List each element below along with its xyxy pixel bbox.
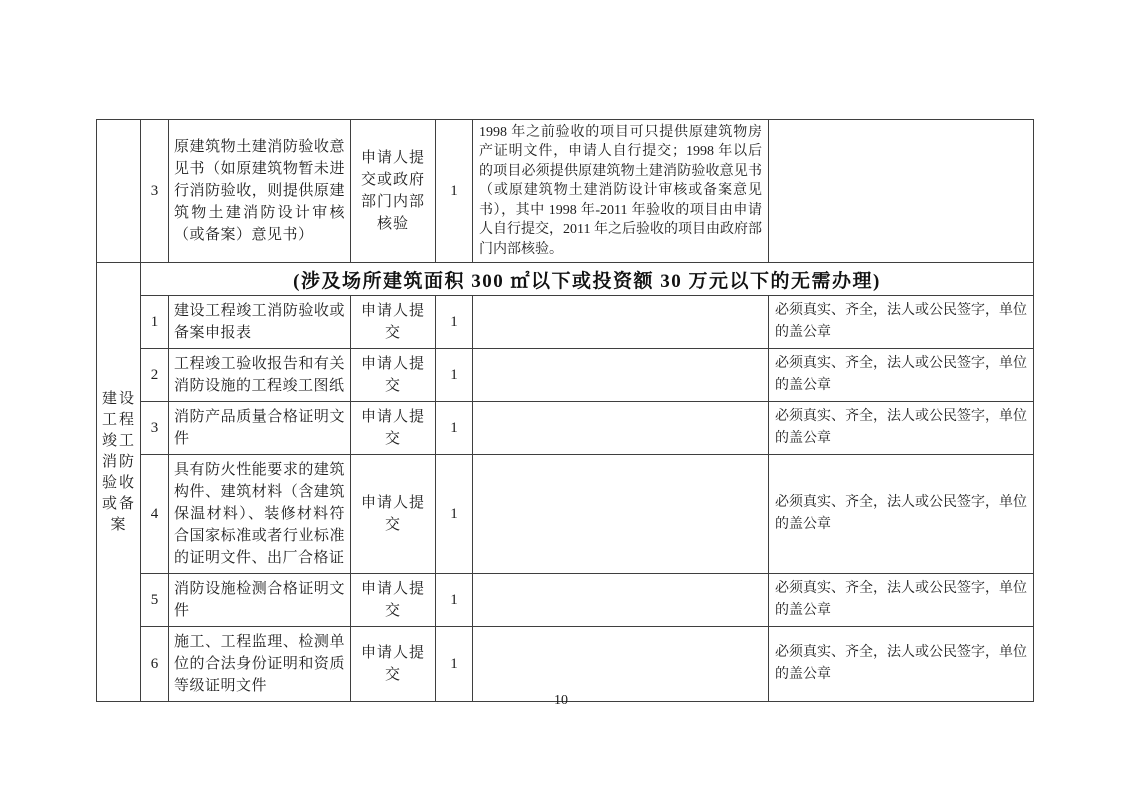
table-row <box>97 574 1034 627</box>
method-cell <box>351 402 436 455</box>
method-cell <box>351 627 436 702</box>
method-text: 申请人提交 <box>360 356 425 394</box>
note-cell <box>473 296 769 349</box>
quantity-cell: 1 <box>436 296 473 349</box>
requirement-cell <box>769 120 1034 263</box>
method-text: 申请人提交或政府部门内部核验 <box>360 150 425 232</box>
method-cell <box>351 574 436 627</box>
table-row <box>97 402 1034 455</box>
note-text: 1998 年之前验收的项目可只提供原建筑物房产证明文件，申请人自行提交；1998 年以后的项目必须提供原建筑物土建消防验收意见书（或原建筑物土建消防设计审核或备案意见书），其中 1998 年-2011 年验收的项目由申请人自行提交，2011 年之后验收的项目由政府部门内部核验。 <box>479 124 762 257</box>
seq-cell: 6 <box>141 627 169 702</box>
method-text: 申请人提交 <box>360 581 425 619</box>
table-row <box>97 349 1034 402</box>
material-cell <box>169 455 351 574</box>
method-cell <box>351 296 436 349</box>
seq-cell: 5 <box>141 574 169 627</box>
quantity-cell: 1 <box>436 574 473 627</box>
material-text: 消防设施检测合格证明文件 <box>174 581 345 619</box>
table-row-exemption-header <box>97 263 1034 296</box>
method-text: 申请人提交 <box>360 303 425 341</box>
note-cell <box>473 574 769 627</box>
page-number: 10 <box>554 693 568 708</box>
seq-cell: 3 <box>141 120 169 263</box>
seq-cell: 2 <box>141 349 169 402</box>
requirement-cell: 必须真实、齐全，法人或公民签字，单位的盖公章 <box>769 296 1034 349</box>
method-text: 申请人提交 <box>360 409 425 447</box>
material-text: 原建筑物土建消防验收意见书（如原建筑物暂未进行消防验收，则提供原建筑物土建消防设计审核（或备案）意见书） <box>174 139 345 243</box>
material-text: 建设工程竣工消防验收或备案申报表 <box>174 303 345 341</box>
category-cell <box>97 263 141 702</box>
category-text: 建设工程竣工消防验收或备案 <box>101 390 136 533</box>
table-row-continued <box>97 120 1034 263</box>
material-text: 施工、工程监理、检测单位的合法身份证明和资质等级证明文件 <box>174 634 345 694</box>
quantity-cell: 1 <box>436 120 473 263</box>
note-cell <box>473 627 769 702</box>
method-cell <box>351 349 436 402</box>
material-cell <box>169 402 351 455</box>
note-cell <box>473 402 769 455</box>
quantity-cell: 1 <box>436 349 473 402</box>
material-cell <box>169 120 351 263</box>
method-text: 申请人提交 <box>360 495 425 533</box>
category-cell-empty <box>97 120 141 263</box>
requirement-cell: 必须真实、齐全，法人或公民签字，单位的盖公章 <box>769 574 1034 627</box>
requirement-cell: 必须真实、齐全，法人或公民签字，单位的盖公章 <box>769 455 1034 574</box>
materials-table <box>96 119 1034 702</box>
seq-cell: 3 <box>141 402 169 455</box>
material-cell <box>169 296 351 349</box>
method-text: 申请人提交 <box>360 645 425 683</box>
note-cell <box>473 455 769 574</box>
material-text: 工程竣工验收报告和有关消防设施的工程竣工图纸 <box>174 356 345 394</box>
table-row <box>97 627 1034 702</box>
requirement-cell: 必须真实、齐全，法人或公民签字，单位的盖公章 <box>769 349 1034 402</box>
table-row <box>97 455 1034 574</box>
quantity-cell: 1 <box>436 402 473 455</box>
requirement-cell: 必须真实、齐全，法人或公民签字，单位的盖公章 <box>769 627 1034 702</box>
material-text: 具有防火性能要求的建筑构件、建筑材料（含建筑保温材料）、装修材料符合国家标准或者行业标准的证明文件、出厂合格证 <box>174 462 345 566</box>
seq-cell: 1 <box>141 296 169 349</box>
material-text: 消防产品质量合格证明文件 <box>174 409 345 447</box>
seq-cell: 4 <box>141 455 169 574</box>
note-cell <box>473 349 769 402</box>
material-cell <box>169 574 351 627</box>
exemption-note: (涉及场所建筑面积 300 ㎡以下或投资额 30 万元以下的无需办理) <box>141 263 1034 296</box>
requirement-cell: 必须真实、齐全，法人或公民签字，单位的盖公章 <box>769 402 1034 455</box>
material-cell <box>169 349 351 402</box>
quantity-cell: 1 <box>436 627 473 702</box>
table-row <box>97 296 1034 349</box>
quantity-cell: 1 <box>436 455 473 574</box>
material-cell <box>169 627 351 702</box>
method-cell <box>351 455 436 574</box>
method-cell <box>351 120 436 263</box>
note-cell <box>473 120 769 263</box>
